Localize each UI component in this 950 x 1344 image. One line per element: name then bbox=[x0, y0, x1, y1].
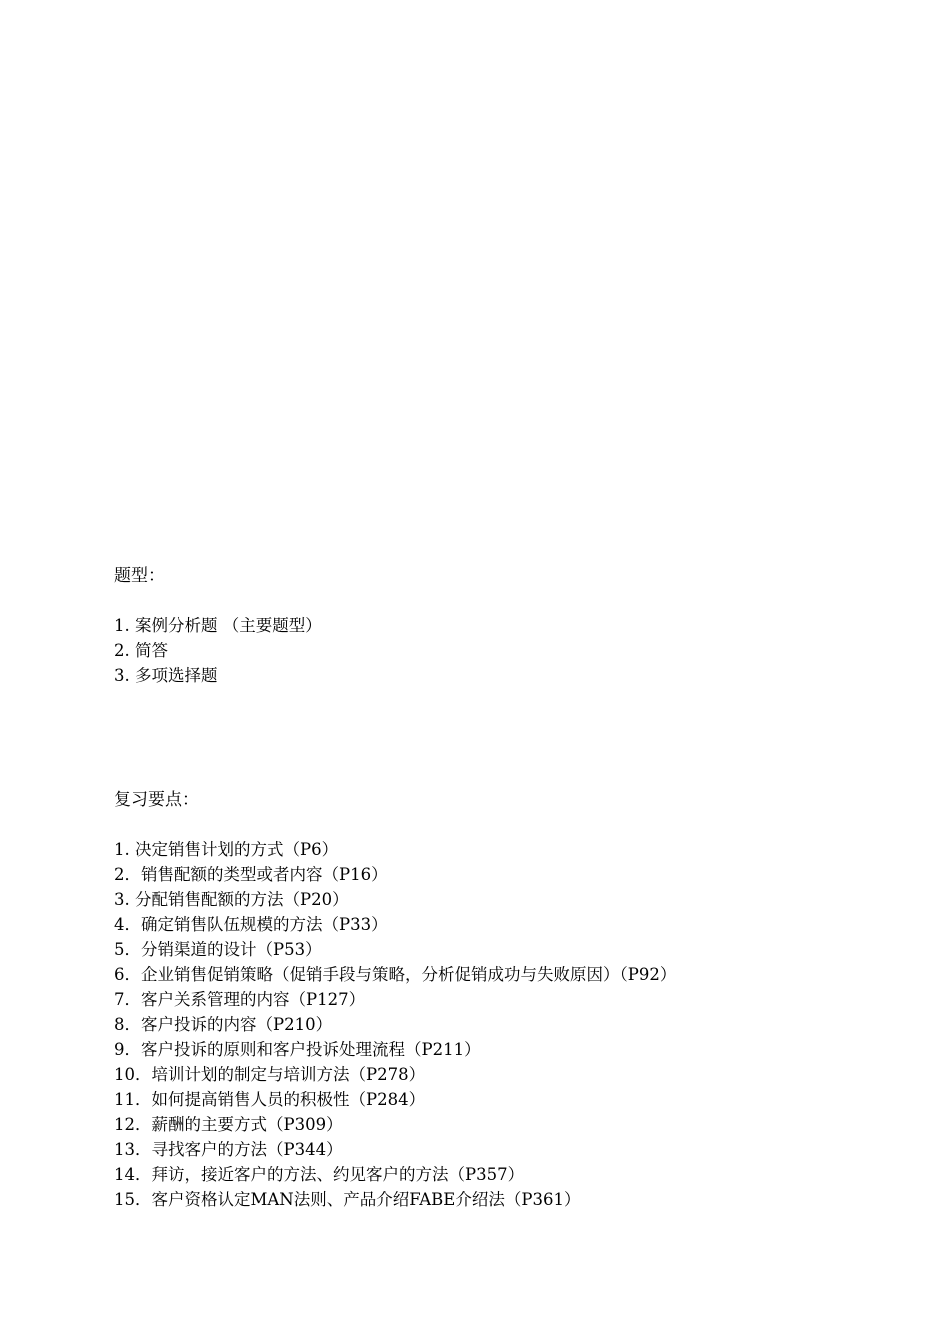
review-points-list bbox=[114, 837, 874, 1212]
list-item: 8．客户投诉的内容（P210） bbox=[114, 1015, 333, 1034]
list-item: 7．客户关系管理的内容（P127） bbox=[114, 990, 366, 1009]
question-types-section bbox=[114, 564, 874, 688]
list-item: 6．企业销售促销策略（促销手段与策略，分析促销成功与失败原因）（P92） bbox=[114, 965, 677, 984]
list-item: 15．客户资格认定MAN法则、产品介绍FABE介绍法（P361） bbox=[114, 1190, 581, 1209]
list-item: 13．寻找客户的方法（P344） bbox=[114, 1140, 343, 1159]
list-item: 14．拜访，接近客户的方法、约见客户的方法（P357） bbox=[114, 1165, 525, 1184]
list-item: 3. 分配销售配额的方法（P20） bbox=[114, 890, 349, 909]
list-item: 4．确定销售队伍规模的方法（P33） bbox=[114, 915, 388, 934]
list-item: 2. 简答 bbox=[114, 641, 168, 660]
list-item: 1. 决定销售计划的方式（P6） bbox=[114, 840, 339, 859]
list-item: 5．分销渠道的设计（P53） bbox=[114, 940, 322, 959]
question-types-list bbox=[114, 613, 874, 688]
question-types-heading: 题型： bbox=[114, 566, 165, 586]
review-points-heading: 复习要点： bbox=[114, 790, 199, 810]
list-item: 2．销售配额的类型或者内容（P16） bbox=[114, 865, 388, 884]
review-points-section bbox=[114, 788, 874, 1212]
list-item: 11．如何提高销售人员的积极性（P284） bbox=[114, 1090, 426, 1109]
list-item: 9．客户投诉的原则和客户投诉处理流程（P211） bbox=[114, 1040, 481, 1059]
list-item: 10．培训计划的制定与培训方法（P278） bbox=[114, 1065, 426, 1084]
list-item: 12．薪酬的主要方式（P309） bbox=[114, 1115, 343, 1134]
list-item: 3. 多项选择题 bbox=[114, 666, 218, 685]
list-item: 1. 案例分析题 （主要题型） bbox=[114, 616, 322, 635]
